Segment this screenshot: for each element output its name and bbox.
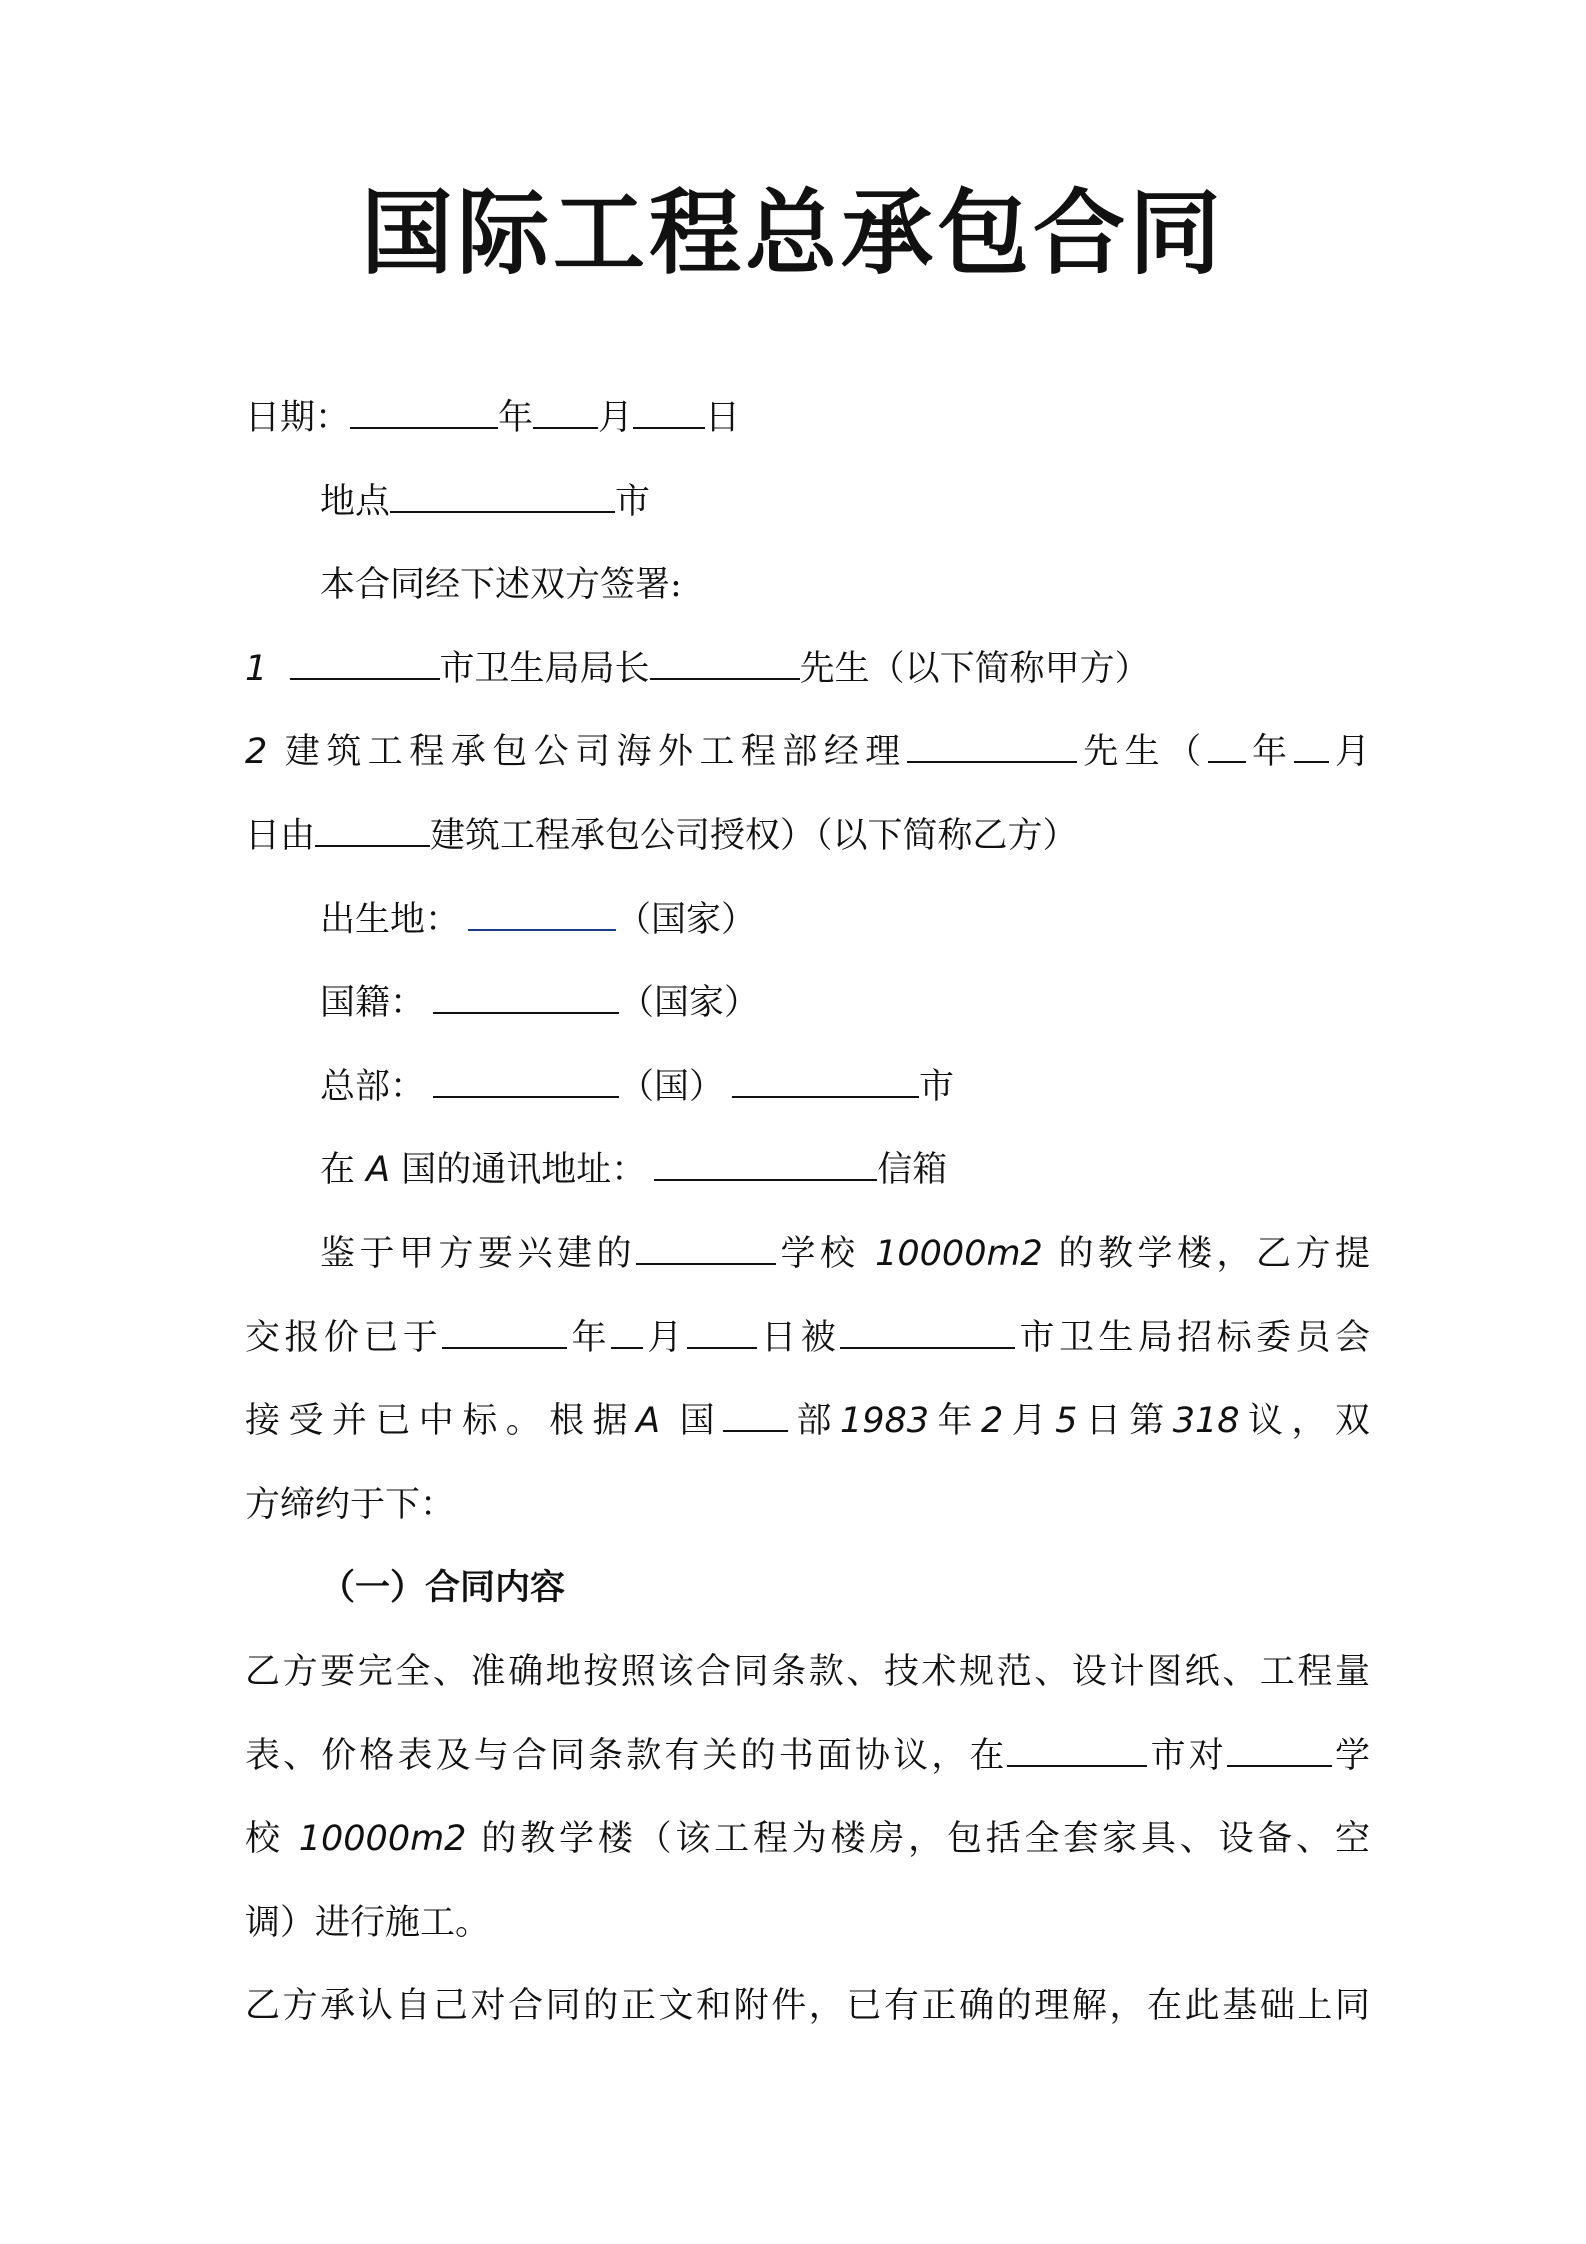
- para2-line3: [245, 1811, 1370, 1867]
- place-label: 地点: [320, 482, 391, 522]
- month-number: 2: [980, 1401, 1004, 1441]
- birthplace-blank: [468, 895, 616, 931]
- date-line: [245, 390, 1355, 446]
- country-letter: A: [366, 1150, 391, 1190]
- month-blank: [1294, 727, 1329, 763]
- address-suffix: 信箱: [877, 1150, 948, 1190]
- text: 交报价已于: [245, 1318, 443, 1358]
- text: 年: [567, 1318, 611, 1358]
- city-blank: [290, 644, 440, 680]
- para2-line2: [245, 1728, 1370, 1784]
- month-label: 月: [598, 398, 634, 438]
- text: 日第: [1077, 1401, 1173, 1441]
- area-number: 10000m2: [298, 1819, 467, 1859]
- day-blank: [633, 393, 705, 429]
- text: 的教学楼（该工程为楼房，包括全套家具、设备、空: [481, 1819, 1370, 1859]
- party1-text-b: 先生（以下简称甲方）: [799, 649, 1150, 689]
- day-label: 日: [705, 398, 741, 438]
- day-blank: [315, 811, 430, 847]
- area-number: 10000m2: [875, 1234, 1043, 1274]
- section-heading: （一）合同内容: [320, 1567, 566, 1608]
- address-text-a: 在: [320, 1150, 356, 1190]
- address-text-c: 国的通讯地址：: [401, 1150, 647, 1190]
- text: 市对: [1147, 1736, 1227, 1776]
- hq-city-blank: [732, 1062, 919, 1098]
- place-line: [320, 474, 1355, 530]
- city-blank: [840, 1313, 1015, 1349]
- nationality-blank: [433, 978, 619, 1014]
- text: 的教学楼，乙方提: [1058, 1234, 1370, 1274]
- party2-cont-line: [245, 808, 1355, 864]
- birthplace-line: [320, 892, 1355, 948]
- ministry-blank: [723, 1396, 788, 1432]
- text: 国: [679, 1401, 724, 1441]
- year-number: 1983: [839, 1401, 930, 1441]
- text: 月: [642, 1318, 687, 1358]
- text: 表、价格表及与合同条款有关的书面协议，在: [245, 1736, 1008, 1776]
- address-line: [320, 1142, 1355, 1198]
- address-blank: [654, 1145, 877, 1181]
- signing-line: 本合同经下述双方签署:: [320, 565, 682, 605]
- year-label: 年: [498, 398, 534, 438]
- hq-label: 总部：: [320, 1067, 426, 1107]
- text: 议，双: [1239, 1401, 1370, 1441]
- text: 日被: [756, 1318, 841, 1358]
- text: 市卫生局招标委员会: [1015, 1318, 1370, 1358]
- party1-text-a: 市卫生局局长: [439, 649, 650, 689]
- para1-line1: [320, 1226, 1370, 1282]
- year-blank: [442, 1313, 567, 1349]
- party2b-text-b: 建筑工程承包公司授权）（以下简称乙方）: [430, 816, 1078, 856]
- hq-line: [320, 1059, 1355, 1115]
- name-blank: [650, 644, 800, 680]
- document-title: 国际工程总承包合同: [360, 179, 1225, 287]
- party2-year: 年: [1245, 732, 1294, 772]
- party2-number: 2: [245, 732, 268, 772]
- party2-month: 月: [1328, 732, 1370, 772]
- date-label: 日期：: [245, 398, 351, 438]
- hq-country-blank: [433, 1062, 619, 1098]
- month-blank: [611, 1313, 643, 1349]
- place-blank: [390, 477, 615, 513]
- birthplace-suffix: （国家）: [616, 900, 757, 940]
- nationality-label: 国籍：: [320, 983, 426, 1023]
- para1-line3: [245, 1393, 1370, 1449]
- day-number: 5: [1055, 1401, 1078, 1441]
- nationality-line: [320, 975, 1355, 1031]
- para2-line4: 调）进行施工。: [245, 1903, 491, 1943]
- party1-line: [245, 641, 1355, 697]
- para1-line2: [245, 1310, 1370, 1366]
- text: 鉴于甲方要兴建的: [320, 1234, 636, 1274]
- month-blank: [533, 393, 598, 429]
- city-label: 市: [615, 482, 651, 522]
- year-blank: [1208, 727, 1246, 763]
- birthplace-label: 出生地：: [320, 900, 461, 940]
- party2-line: [245, 724, 1370, 780]
- party2-text-a: 建筑工程承包公司海外工程部经理: [284, 732, 907, 772]
- para2-line1: 乙方要完全、准确地按照该合同条款、技术规范、设计图纸、工程量: [245, 1652, 1370, 1692]
- para3-line1: 乙方承认自己对合同的正文和附件，已有正确的理解，在此基础上同: [245, 1986, 1370, 2026]
- city-blank: [1007, 1731, 1147, 1767]
- country-letter: A: [636, 1401, 661, 1441]
- party2-text-b: 先生（: [1076, 732, 1208, 772]
- year-blank: [350, 393, 498, 429]
- party2b-text-a: 日由: [245, 816, 316, 856]
- day-blank: [687, 1313, 757, 1349]
- manager-blank: [907, 727, 1077, 763]
- para1-line4: 方缔约于下：: [245, 1485, 456, 1525]
- text: 学: [1331, 1736, 1370, 1776]
- text: 部: [788, 1401, 840, 1441]
- school-blank: [1227, 1731, 1332, 1767]
- text: 学校: [776, 1234, 860, 1274]
- decree-number: 318: [1172, 1401, 1240, 1441]
- nationality-suffix: （国家）: [619, 983, 760, 1023]
- hq-suffix: 市: [919, 1067, 955, 1107]
- text: 月: [1003, 1401, 1056, 1441]
- text: 年: [929, 1401, 981, 1441]
- school-blank: [636, 1229, 776, 1265]
- text: 校: [245, 1819, 284, 1859]
- hq-mid: （国）: [619, 1067, 725, 1107]
- party1-number: 1: [245, 649, 268, 689]
- text: 接受并已中标。根据: [245, 1401, 637, 1441]
